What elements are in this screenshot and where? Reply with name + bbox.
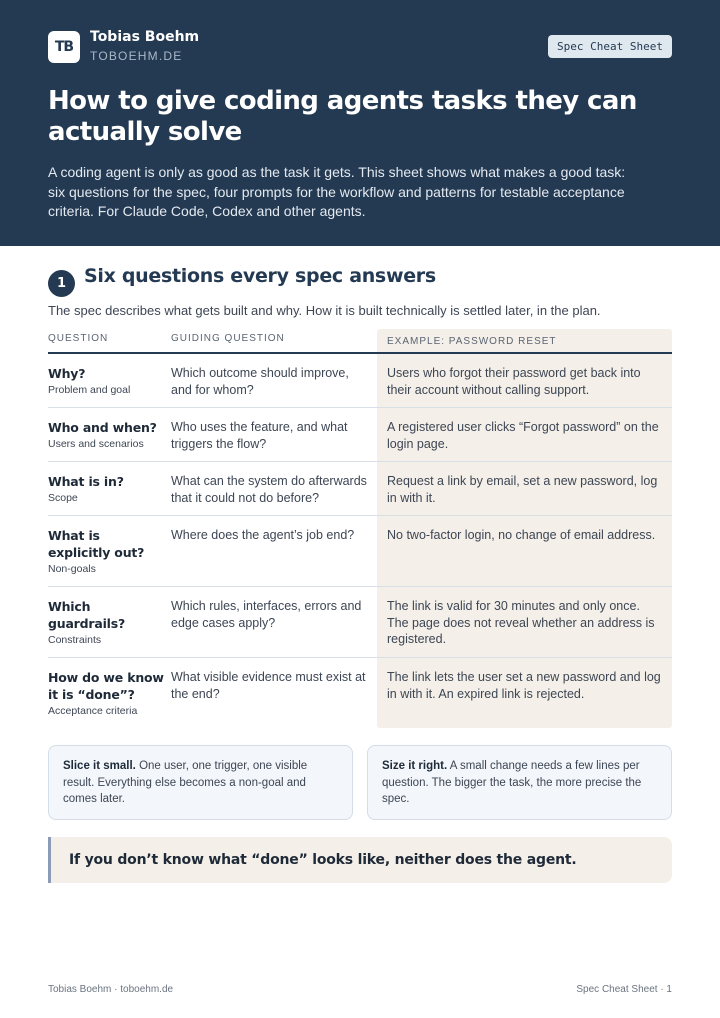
question-title: How do we know it is “done”? <box>48 670 164 702</box>
section-description: The spec describes what gets built and why. How it is built technically is settled later, in the plan. <box>48 303 601 318</box>
tip-box-slice <box>48 745 353 820</box>
column-header-question: QUESTION <box>48 333 109 344</box>
example-text: A registered user clicks “Forgot password” on the login page. <box>387 420 659 451</box>
example-text: The link lets the user set a new password and log in with it. An expired link is rejected. <box>387 670 661 701</box>
question-subtitle: Users and scenarios <box>48 438 144 450</box>
table-row <box>48 587 672 658</box>
spec-questions-table <box>48 329 672 728</box>
question-subtitle: Non-goals <box>48 563 96 575</box>
question-title: Why? <box>48 366 86 381</box>
section-number-badge: 1 <box>48 270 75 297</box>
header-banner <box>0 0 720 246</box>
question-subtitle: Constraints <box>48 634 102 646</box>
author-site[interactable]: TOBOEHM.DE <box>90 49 183 63</box>
question-title: Which guardrails? <box>48 599 126 631</box>
logo: TB <box>48 31 80 63</box>
example-text: Request a link by email, set a new password, log in with it. <box>387 474 658 505</box>
page-title: How to give coding agents tasks they can actually solve <box>48 86 637 147</box>
guiding-question: Who uses the feature, and what triggers the flow? <box>171 420 348 451</box>
column-header-example: EXAMPLE: PASSWORD RESET <box>387 336 557 347</box>
question-subtitle: Acceptance criteria <box>48 705 138 717</box>
tip-lead: Slice it small. <box>63 760 136 772</box>
tip-text: One user, one trigger, one visible result. Everything else becomes a non-goal and comes later. <box>63 760 308 805</box>
key-takeaway-quote: If you don’t know what “done” looks like, neither does the agent. <box>48 837 672 883</box>
table-row <box>48 408 672 462</box>
example-text: Users who forgot their password get back into their account without calling support. <box>387 366 641 397</box>
table-row <box>48 516 672 587</box>
intro-paragraph: A coding agent is only as good as the task it gets. This sheet shows what makes a good task: six questions for the spec, four prompts for the workflow and patterns for testable acceptance criteria. For Claude Code, Codex and other agents. <box>48 164 626 219</box>
question-title: What is in? <box>48 474 124 489</box>
table-row <box>48 462 672 516</box>
section-title: Six questions every spec answers <box>84 265 436 287</box>
guiding-question: Which rules, interfaces, errors and edge cases apply? <box>171 599 362 630</box>
question-subtitle: Problem and goal <box>48 384 131 396</box>
footer-page-label: Spec Cheat Sheet · 1 <box>576 984 672 995</box>
question-title: Who and when? <box>48 420 157 435</box>
table-row <box>48 658 672 728</box>
guiding-question: Where does the agent’s job end? <box>171 528 355 542</box>
question-title: What is explicitly out? <box>48 528 145 560</box>
question-subtitle: Scope <box>48 492 78 504</box>
document-badge: Spec Cheat Sheet <box>548 35 672 58</box>
footer-author: Tobias Boehm · toboehm.de <box>48 984 174 995</box>
example-text: No two-factor login, no change of email address. <box>387 528 656 542</box>
guiding-question: Which outcome should improve, and for whom? <box>171 366 349 397</box>
table-row <box>48 354 672 408</box>
tip-text: A small change needs a few lines per question. The bigger the task, the more precise the spec. <box>382 760 642 805</box>
example-text: The link is valid for 30 minutes and only once. The page does not reveal whether an address is registered. <box>387 599 655 646</box>
guiding-question: What can the system do afterwards that it could not do before? <box>171 474 367 505</box>
tip-box-size <box>367 745 672 820</box>
guiding-question: What visible evidence must exist at the end? <box>171 670 366 701</box>
tip-lead: Size it right. <box>382 760 448 772</box>
column-header-guiding: GUIDING QUESTION <box>171 333 285 344</box>
author-name: Tobias Boehm <box>90 29 200 45</box>
